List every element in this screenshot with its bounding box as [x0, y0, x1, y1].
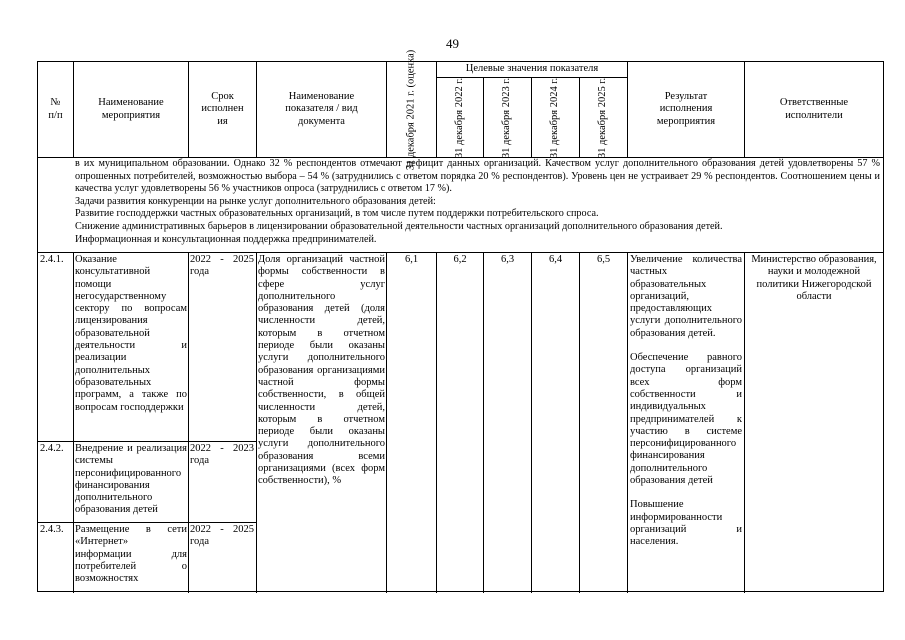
responsible-executors: Министерство образования, науки и молодежной политики Нижегородской области [751, 254, 877, 302]
col-divider [73, 252, 74, 593]
indicator-description: Доля организаций частной формы собственности в сфере услуг дополнительного образования детей (доля численности детей, которым в отчетном периоде были оказаны услуги дополнительного образования организациями частной формы собственности, в общей численности детей, которым в отчетном периоде были оказаны услуги дополнительного образования всеми организациями (всех форм собственности), % [258, 254, 385, 487]
col-divider [483, 252, 484, 593]
row-number: 2.4.1. [40, 254, 64, 265]
event-deadline: 2022 - 2023 года [190, 443, 254, 467]
header-year-2025: 31 декабря 2025 г. [597, 77, 609, 158]
measures-table [37, 49, 884, 592]
header-target-values: Целевые значения показателя [465, 63, 599, 75]
row-number: 2.4.3. [40, 524, 64, 535]
header-event-name: Наименование мероприятия [98, 97, 164, 121]
results-cell [630, 253, 742, 593]
task-item: Информационная и консультационная поддержка предпринимателей. [75, 233, 377, 245]
event-name: Внедрение и реализация системы персонифицированного финансирования дополнительного образования детей [75, 443, 187, 516]
result-item: Повышение информированности организаций и населения. [630, 499, 742, 548]
event-name: Размещение в сети «Интернет» информации для потребителей о возможностях [75, 524, 187, 585]
row-number: 2.4.2. [40, 443, 64, 454]
col-divider [531, 252, 532, 593]
task-item: Снижение административных барьеров в лицензировании образовательной деятельности частных организаций дополнительного образования детей. [75, 220, 723, 232]
tasks-heading: Задачи развития конкуренции на рынке услуг дополнительного образования детей: [75, 195, 436, 207]
header-year-2022: 31 декабря 2022 г. [454, 77, 465, 158]
col-divider [386, 252, 387, 593]
value-2023: 6,3 [500, 254, 515, 265]
context-text-block [74, 158, 880, 251]
header-indicator: Наименование показателя / вид документа [285, 91, 358, 127]
value-2021: 6,1 [404, 254, 419, 265]
header-responsible: Ответственные исполнители [779, 97, 849, 121]
context-paragraph: в их муниципальном образовании. Однако 32 % респондентов отмечают дефицит данных организаций. Качеством услуг дополнительного образования детей удовлетворены 57 % опрошенных потребителей, возможностью выбора – 54 % (затруднились с ответом порядка 20 % респондентов). Уровень цен не устраивает 29 % респондентов. Соотношением цены и качества услуг удовлетворены 56 % участников опроса (затруднились с ответом 17 %). [75, 158, 880, 195]
col-divider [256, 252, 257, 593]
task-item: Развитие господдержки частных образовательных организаций, в том числе путем поддержки потребительского спроса. [75, 208, 599, 220]
page-number: 49 [446, 36, 459, 51]
header-year-2023: 31 декабря 2023 г. [501, 77, 513, 158]
header-result: Результат исполнения мероприятия [656, 91, 716, 127]
col-divider [188, 252, 189, 593]
result-item: Увеличение количества частных образовательных организаций, предоставляющих услуги дополнительного образования детей. [630, 254, 742, 339]
col-divider [627, 252, 628, 593]
header-year-2024: 31 декабря 2024 г. [549, 77, 561, 158]
header-base-year: 31 декабря 2021 г. (оценка) [405, 49, 417, 170]
col-divider [744, 252, 745, 593]
value-2022: 6,2 [453, 254, 467, 265]
header-deadline: Срок исполнен ия [201, 91, 244, 127]
col-divider [436, 252, 437, 593]
value-2024: 6,4 [548, 254, 563, 265]
value-2025: 6,5 [596, 254, 611, 265]
header-num: № п/п [48, 97, 63, 121]
col-divider [579, 252, 580, 593]
event-name: Оказание консультативной помощи негосударственному сектору по вопросам лицензирования образовательной деятельности и реализации дополнительных образовательных программ, а также по вопросам господдержки [75, 254, 187, 413]
event-deadline: 2022 - 2025 года [190, 524, 254, 548]
result-item: Обеспечение равного доступа организаций всех форм собственности и индивидуальных предпринимателей к участию в системе персонифицированного финансирования дополнительного образования детей [630, 352, 742, 487]
event-deadline: 2022 - 2025 года [190, 254, 254, 278]
